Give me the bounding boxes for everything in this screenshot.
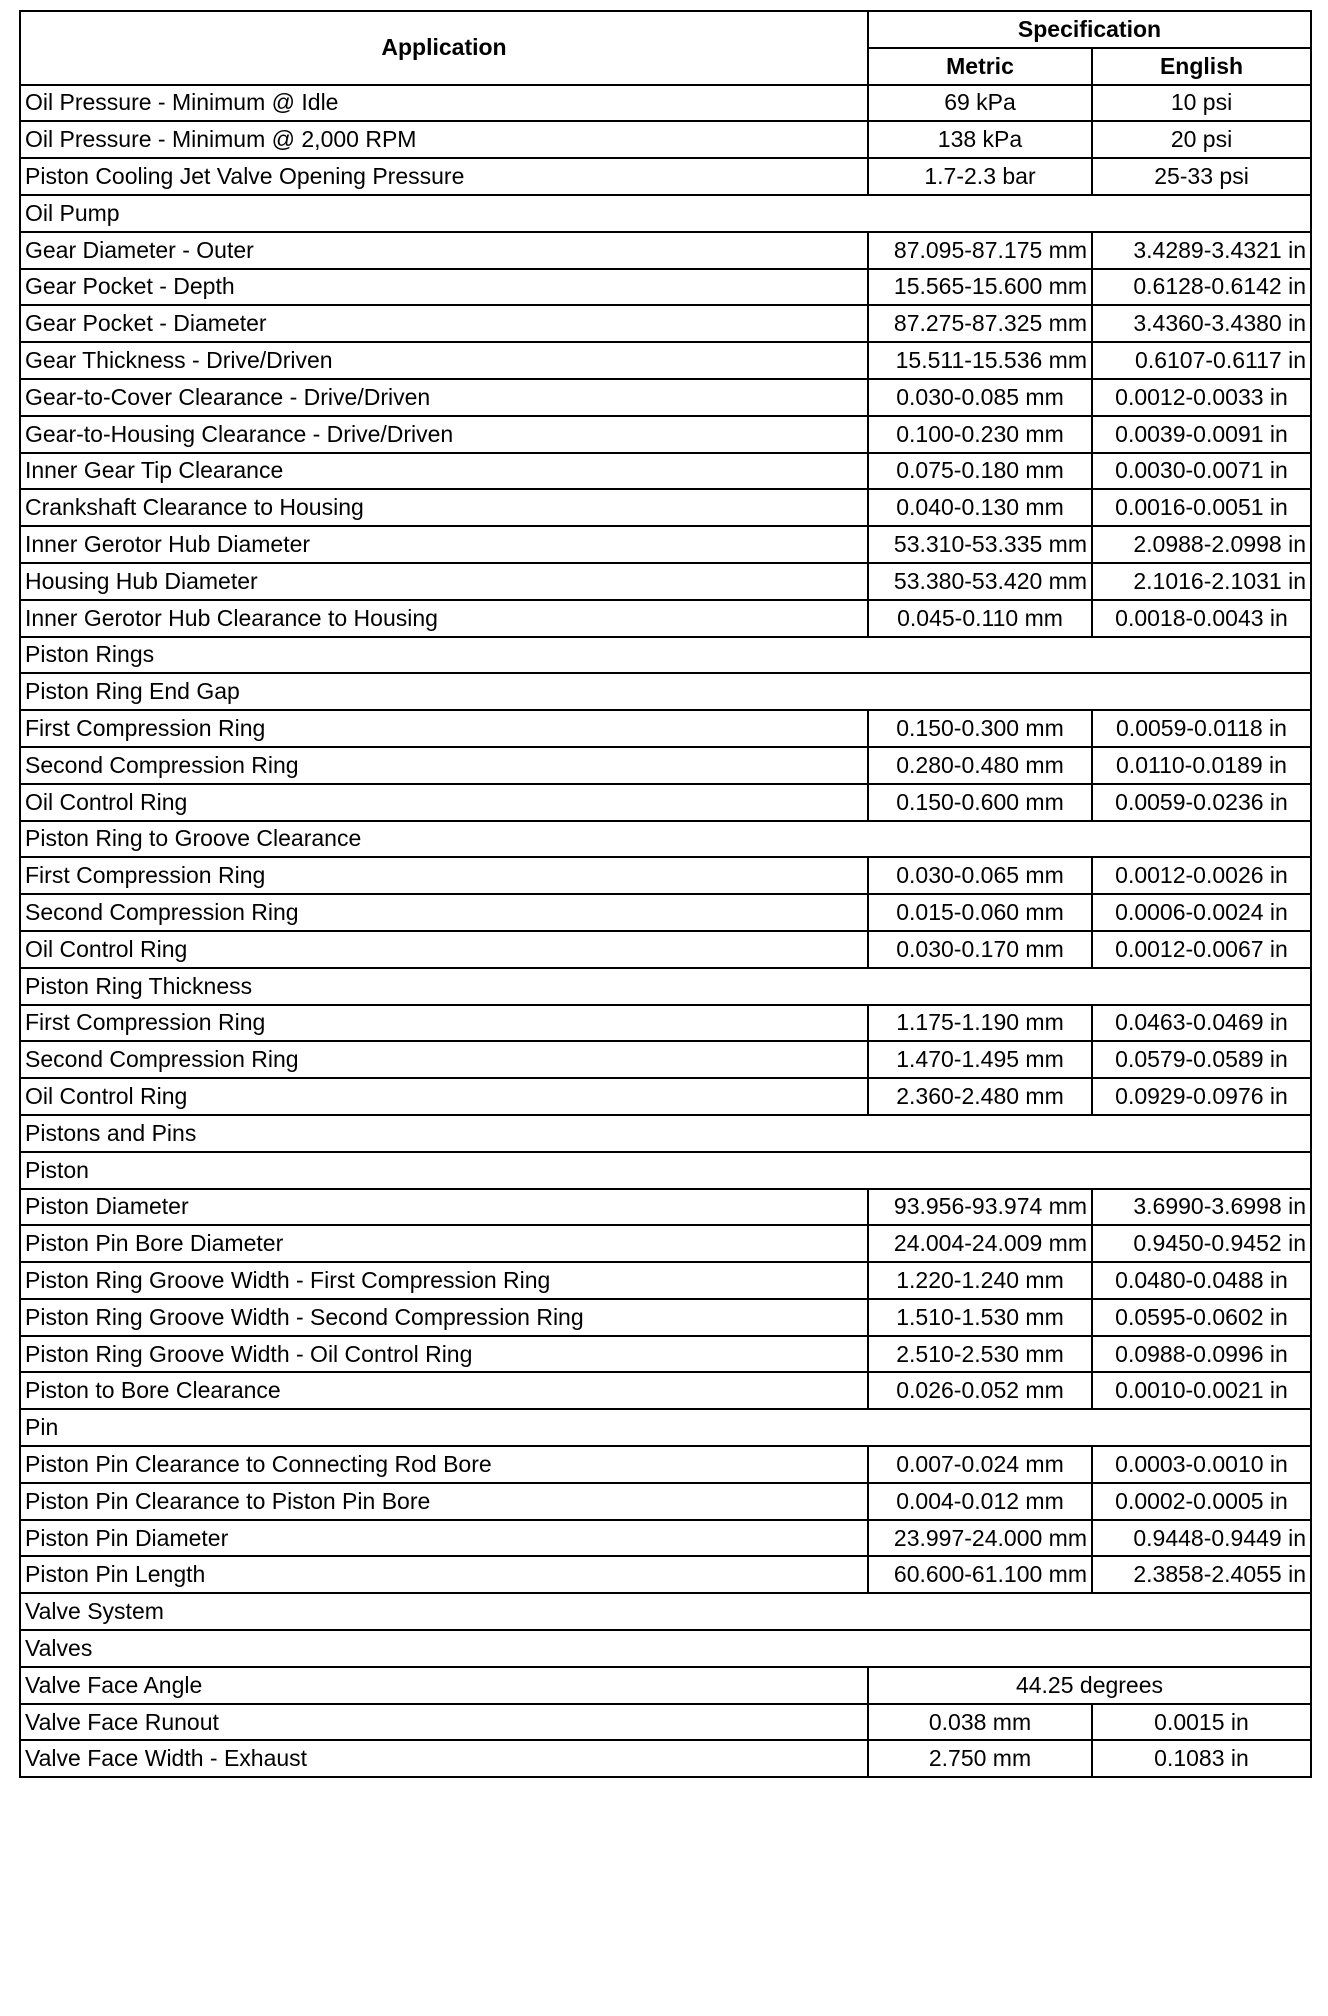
metric-cell: 1.220-1.240 mm <box>868 1262 1092 1299</box>
subsection-heading: Pin <box>20 1409 1311 1446</box>
table-row <box>20 342 1311 379</box>
subsection-row <box>20 1409 1311 1446</box>
table-row <box>20 894 1311 931</box>
metric-cell: 15.511-15.536 mm <box>868 342 1092 379</box>
metric-cell: 0.075-0.180 mm <box>868 453 1092 490</box>
section-row <box>20 637 1311 674</box>
application-cell: Gear-to-Housing Clearance - Drive/Driven <box>20 416 868 453</box>
application-cell: Oil Pressure - Minimum @ Idle <box>20 85 868 122</box>
application-cell: Oil Control Ring <box>20 1078 868 1115</box>
english-cell: 0.0579-0.0589 in <box>1092 1041 1311 1078</box>
table-row <box>20 269 1311 306</box>
table-row <box>20 1704 1311 1741</box>
subsection-row <box>20 968 1311 1005</box>
application-cell: Piston Cooling Jet Valve Opening Pressure <box>20 158 868 195</box>
application-cell: Piston Pin Length <box>20 1556 868 1593</box>
application-cell: Piston Ring Groove Width - Oil Control Ring <box>20 1336 868 1373</box>
metric-cell: 0.030-0.170 mm <box>868 931 1092 968</box>
english-cell: 0.0006-0.0024 in <box>1092 894 1311 931</box>
table-row <box>20 121 1311 158</box>
application-cell: Housing Hub Diameter <box>20 563 868 600</box>
table-header <box>20 11 1311 85</box>
metric-cell: 0.007-0.024 mm <box>868 1446 1092 1483</box>
english-cell: 3.6990-3.6998 in <box>1092 1189 1311 1226</box>
table-row <box>20 85 1311 122</box>
english-cell: 0.0988-0.0996 in <box>1092 1336 1311 1373</box>
table-row <box>20 1336 1311 1373</box>
metric-cell: 93.956-93.974 mm <box>868 1189 1092 1226</box>
table-row <box>20 453 1311 490</box>
application-cell: Valve Face Angle <box>20 1667 868 1704</box>
specification-header: Specification <box>868 11 1311 48</box>
english-cell: 25-33 psi <box>1092 158 1311 195</box>
application-cell: Inner Gear Tip Clearance <box>20 453 868 490</box>
application-cell: Crankshaft Clearance to Housing <box>20 489 868 526</box>
metric-header: Metric <box>868 48 1092 85</box>
metric-cell: 53.380-53.420 mm <box>868 563 1092 600</box>
metric-cell: 87.095-87.175 mm <box>868 232 1092 269</box>
table-row <box>20 1262 1311 1299</box>
metric-cell: 0.150-0.300 mm <box>868 710 1092 747</box>
table-body <box>20 85 1311 1778</box>
application-cell: Piston to Bore Clearance <box>20 1372 868 1409</box>
english-cell: 3.4289-3.4321 in <box>1092 232 1311 269</box>
application-cell: Valve Face Runout <box>20 1704 868 1741</box>
table-row <box>20 305 1311 342</box>
english-cell: 0.0016-0.0051 in <box>1092 489 1311 526</box>
section-heading: Oil Pump <box>20 195 1311 232</box>
table-row <box>20 1078 1311 1115</box>
table-row <box>20 857 1311 894</box>
application-cell: Piston Pin Clearance to Piston Pin Bore <box>20 1483 868 1520</box>
metric-cell: 0.015-0.060 mm <box>868 894 1092 931</box>
english-cell: 2.1016-2.1031 in <box>1092 563 1311 600</box>
metric-cell: 138 kPa <box>868 121 1092 158</box>
application-cell: Piston Pin Diameter <box>20 1520 868 1557</box>
section-heading: Piston Rings <box>20 637 1311 674</box>
table-row <box>20 1556 1311 1593</box>
subsection-row <box>20 673 1311 710</box>
english-cell: 0.0059-0.0118 in <box>1092 710 1311 747</box>
table-row <box>20 1446 1311 1483</box>
english-cell: 0.0018-0.0043 in <box>1092 600 1311 637</box>
application-cell: Gear Pocket - Diameter <box>20 305 868 342</box>
english-cell: 0.0463-0.0469 in <box>1092 1005 1311 1042</box>
metric-cell: 0.030-0.065 mm <box>868 857 1092 894</box>
table-row <box>20 1041 1311 1078</box>
metric-cell: 1.175-1.190 mm <box>868 1005 1092 1042</box>
application-cell: Piston Diameter <box>20 1189 868 1226</box>
english-cell: 0.6107-0.6117 in <box>1092 342 1311 379</box>
table-row <box>20 1005 1311 1042</box>
table-row <box>20 747 1311 784</box>
metric-cell: 0.038 mm <box>868 1704 1092 1741</box>
table-row <box>20 1483 1311 1520</box>
metric-cell: 0.030-0.085 mm <box>868 379 1092 416</box>
subsection-heading: Piston <box>20 1152 1311 1189</box>
application-cell: Gear Pocket - Depth <box>20 269 868 306</box>
application-cell: Second Compression Ring <box>20 747 868 784</box>
application-cell: Second Compression Ring <box>20 1041 868 1078</box>
english-cell: 0.9448-0.9449 in <box>1092 1520 1311 1557</box>
metric-cell: 0.045-0.110 mm <box>868 600 1092 637</box>
metric-cell: 0.100-0.230 mm <box>868 416 1092 453</box>
metric-cell: 24.004-24.009 mm <box>868 1225 1092 1262</box>
application-header: Application <box>20 11 868 85</box>
application-cell: Oil Control Ring <box>20 784 868 821</box>
application-cell: Gear-to-Cover Clearance - Drive/Driven <box>20 379 868 416</box>
english-cell: 0.0929-0.0976 in <box>1092 1078 1311 1115</box>
metric-cell: 1.510-1.530 mm <box>868 1299 1092 1336</box>
application-cell: Gear Thickness - Drive/Driven <box>20 342 868 379</box>
application-cell: Oil Control Ring <box>20 931 868 968</box>
english-cell: 2.3858-2.4055 in <box>1092 1556 1311 1593</box>
english-cell: 0.0015 in <box>1092 1704 1311 1741</box>
table-row <box>20 1667 1311 1704</box>
section-row <box>20 1593 1311 1630</box>
english-cell: 0.0003-0.0010 in <box>1092 1446 1311 1483</box>
metric-cell: 2.750 mm <box>868 1740 1092 1777</box>
table-row <box>20 232 1311 269</box>
english-cell: 20 psi <box>1092 121 1311 158</box>
table-row <box>20 1189 1311 1226</box>
subsection-heading: Piston Ring End Gap <box>20 673 1311 710</box>
table-row <box>20 600 1311 637</box>
english-cell: 0.0030-0.0071 in <box>1092 453 1311 490</box>
english-cell: 0.1083 in <box>1092 1740 1311 1777</box>
english-cell: 0.0012-0.0026 in <box>1092 857 1311 894</box>
metric-cell: 69 kPa <box>868 85 1092 122</box>
application-cell: Oil Pressure - Minimum @ 2,000 RPM <box>20 121 868 158</box>
metric-cell: 15.565-15.600 mm <box>868 269 1092 306</box>
metric-cell: 0.026-0.052 mm <box>868 1372 1092 1409</box>
english-cell: 0.0059-0.0236 in <box>1092 784 1311 821</box>
application-cell: First Compression Ring <box>20 857 868 894</box>
metric-cell: 2.510-2.530 mm <box>868 1336 1092 1373</box>
metric-cell: 2.360-2.480 mm <box>868 1078 1092 1115</box>
table-row <box>20 1372 1311 1409</box>
subsection-row <box>20 821 1311 858</box>
application-cell: First Compression Ring <box>20 1005 868 1042</box>
table-row <box>20 563 1311 600</box>
metric-cell: 0.004-0.012 mm <box>868 1483 1092 1520</box>
table-row <box>20 931 1311 968</box>
metric-cell: 1.470-1.495 mm <box>868 1041 1092 1078</box>
subsection-heading: Piston Ring Thickness <box>20 968 1311 1005</box>
specification-value-cell: 44.25 degrees <box>868 1667 1311 1704</box>
application-cell: Piston Pin Clearance to Connecting Rod Bore <box>20 1446 868 1483</box>
metric-cell: 23.997-24.000 mm <box>868 1520 1092 1557</box>
english-cell: 2.0988-2.0998 in <box>1092 526 1311 563</box>
english-cell: 10 psi <box>1092 85 1311 122</box>
application-cell: First Compression Ring <box>20 710 868 747</box>
table-row <box>20 1225 1311 1262</box>
subsection-row <box>20 1630 1311 1667</box>
english-cell: 0.9450-0.9452 in <box>1092 1225 1311 1262</box>
section-heading: Pistons and Pins <box>20 1115 1311 1152</box>
application-cell: Valve Face Width - Exhaust <box>20 1740 868 1777</box>
english-cell: 0.0012-0.0067 in <box>1092 931 1311 968</box>
english-cell: 0.0002-0.0005 in <box>1092 1483 1311 1520</box>
metric-cell: 0.280-0.480 mm <box>868 747 1092 784</box>
application-cell: Second Compression Ring <box>20 894 868 931</box>
english-cell: 3.4360-3.4380 in <box>1092 305 1311 342</box>
section-row <box>20 195 1311 232</box>
application-cell: Gear Diameter - Outer <box>20 232 868 269</box>
table-row <box>20 416 1311 453</box>
application-cell: Piston Pin Bore Diameter <box>20 1225 868 1262</box>
english-cell: 0.0012-0.0033 in <box>1092 379 1311 416</box>
section-heading: Valve System <box>20 1593 1311 1630</box>
table-row <box>20 526 1311 563</box>
metric-cell: 1.7-2.3 bar <box>868 158 1092 195</box>
table-row <box>20 489 1311 526</box>
table-row <box>20 1299 1311 1336</box>
metric-cell: 0.150-0.600 mm <box>868 784 1092 821</box>
english-cell: 0.6128-0.6142 in <box>1092 269 1311 306</box>
application-cell: Piston Ring Groove Width - First Compression Ring <box>20 1262 868 1299</box>
application-cell: Inner Gerotor Hub Diameter <box>20 526 868 563</box>
subsection-row <box>20 1152 1311 1189</box>
subsection-heading: Piston Ring to Groove Clearance <box>20 821 1311 858</box>
metric-cell: 0.040-0.130 mm <box>868 489 1092 526</box>
section-row <box>20 1115 1311 1152</box>
table-row <box>20 710 1311 747</box>
metric-cell: 87.275-87.325 mm <box>868 305 1092 342</box>
subsection-heading: Valves <box>20 1630 1311 1667</box>
table-row <box>20 1520 1311 1557</box>
english-header: English <box>1092 48 1311 85</box>
specification-table <box>19 10 1312 1778</box>
metric-cell: 53.310-53.335 mm <box>868 526 1092 563</box>
english-cell: 0.0480-0.0488 in <box>1092 1262 1311 1299</box>
english-cell: 0.0595-0.0602 in <box>1092 1299 1311 1336</box>
table-row <box>20 158 1311 195</box>
table-row <box>20 379 1311 416</box>
application-cell: Inner Gerotor Hub Clearance to Housing <box>20 600 868 637</box>
english-cell: 0.0010-0.0021 in <box>1092 1372 1311 1409</box>
table-row <box>20 784 1311 821</box>
metric-cell: 60.600-61.100 mm <box>868 1556 1092 1593</box>
english-cell: 0.0110-0.0189 in <box>1092 747 1311 784</box>
table-row <box>20 1740 1311 1777</box>
english-cell: 0.0039-0.0091 in <box>1092 416 1311 453</box>
application-cell: Piston Ring Groove Width - Second Compression Ring <box>20 1299 868 1336</box>
